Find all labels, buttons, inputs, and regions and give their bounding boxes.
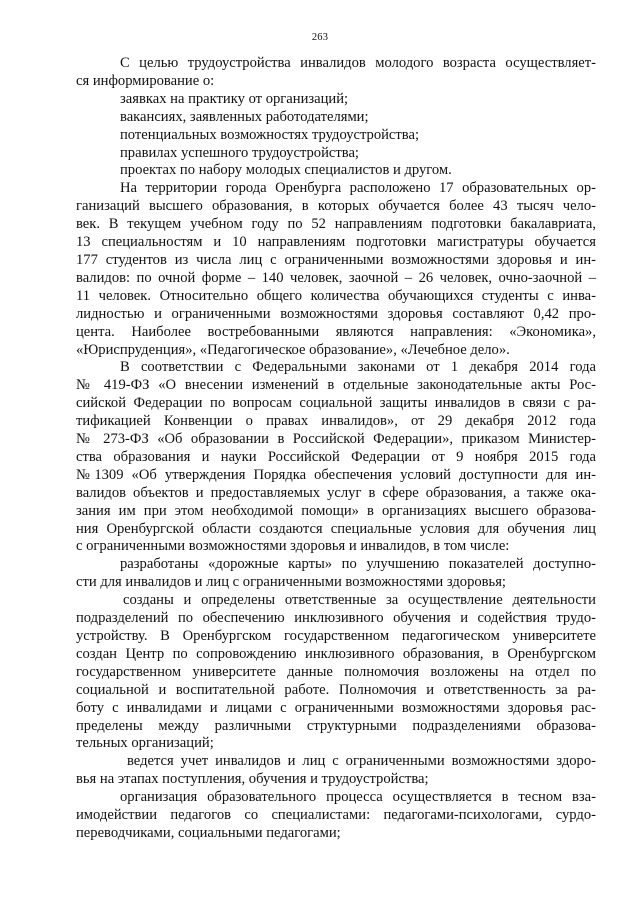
text-line: боту с инвалидами и лицами с ограниченными возможностями здоровья рас- xyxy=(76,699,596,716)
document-body xyxy=(76,55,596,843)
text-line: ганизаций высшего образования, в которых обучается более 43 тысяч чело- xyxy=(76,198,596,215)
text-line: 13 специальностям и 10 направлениям подготовки магистратуры обучается xyxy=(76,234,596,251)
text-line: подразделений по обеспечению инклюзивного обучения и содействия трудо- xyxy=(76,610,596,627)
text-line: ства образования и науки Российской Федерации от 9 ноября 2015 года xyxy=(76,448,596,465)
text-line: цента. Наиболее востребованными являются направления: «Экономика», xyxy=(76,323,596,340)
text-line: переводчиками, социальными педагогами; xyxy=(76,824,341,841)
text-line: устройству. В Оренбургском государственном педагогическом университете xyxy=(76,628,596,644)
text-line: век. В текущем учебном году по 52 направлениям подготовки бакалавриата, xyxy=(76,216,596,233)
text-line: На территории города Оренбурга расположено 17 образовательных ор- xyxy=(120,180,596,197)
text-line: 177 студентов из числа лиц с ограниченными возможностями здоровья и ин- xyxy=(76,251,596,268)
text-line: ся информирование о: xyxy=(76,72,215,89)
text-line: с ограниченными возможностями здоровья и инвалидов, в том числе: xyxy=(76,538,510,555)
text-line: лидностью и ограниченными возможностями здоровья составляют 0,42 про- xyxy=(76,305,596,322)
text-line: социальной и воспитательной работе. Полномочия и ответственность за ра- xyxy=(76,681,596,698)
text-line: сийской Федерации по вопросам социальной защиты инвалидов в связи с ра- xyxy=(76,395,596,412)
text-line: валидов: по очной форме – 140 человек, заочной – 26 человек, очно-заочной – xyxy=(76,269,596,286)
list-item: вакансиях, заявленных работодателями; xyxy=(120,108,369,125)
list-item: проектах по набору молодых специалистов и другом. xyxy=(120,162,452,179)
text-line: вья на этапах поступления, обучения и трудоустройства; xyxy=(76,771,429,788)
text-line: «Юриспруденция», «Педагогическое образование», «Лечебное дело». xyxy=(76,341,510,358)
text-line: зания им при этом необходимой помощи» в организациях высшего образова- xyxy=(76,502,596,519)
text-line: ния Оренбургской области создаются специальные условия для обучения лиц xyxy=(76,520,596,537)
text-line: № 419-ФЗ «О внесении изменений в отдельные законодательные акты Рос- xyxy=(76,377,596,394)
text-line: С целью трудоустройства инвалидов молодого возраста осуществляет- xyxy=(120,55,596,71)
text-line: сти для инвалидов и лиц с ограниченными возможностями здоровья; xyxy=(76,574,506,591)
text-line: В соответствии с Федеральными законами от 1 декабря 2014 года xyxy=(120,359,596,376)
text-line: № 273-ФЗ «Об образовании в Российской Федерации», приказом Министер- xyxy=(76,431,596,448)
text-line: государственном университете данные полномочия возложены на отдел по xyxy=(76,663,596,680)
text-line: имодействии педагогов со специалистами: педагогами-психологами, сурдо- xyxy=(76,807,596,824)
list-item: правилах успешного трудоустройства; xyxy=(120,144,359,161)
text-line: разработаны «дорожные карты» по улучшению показателей доступно- xyxy=(120,556,596,573)
text-line: создан Центр по сопровождению инклюзивного образования, в Оренбургском xyxy=(76,645,596,662)
list-item: потенциальных возможностях трудоустройства; xyxy=(120,126,420,143)
text-line: №1309 «Об утверждения Порядка обеспечения условий доступности для ин- xyxy=(76,466,596,483)
text-line: ведется учет инвалидов и лиц с ограниченными возможностями здоро- xyxy=(127,753,596,770)
text-line: созданы и определены ответственные за осуществление деятельности xyxy=(123,592,596,609)
text-line: тификацией Конвенции о правах инвалидов», от 29 декабря 2012 года xyxy=(76,413,596,430)
text-line: тельных организаций; xyxy=(76,735,214,752)
page-number: 263 xyxy=(311,32,329,43)
text-line: организация образовательного процесса осуществляется в тесном вза- xyxy=(120,789,596,806)
text-line: валидов объектов и предоставляемых услуг в сфере образования, а также ока- xyxy=(76,484,596,501)
text-line: 11 человек. Относительно общего количества обучающихся студенты с инва- xyxy=(76,287,596,304)
list-item: заявках на практику от организаций; xyxy=(120,90,349,107)
text-line: пределены между различными структурными подразделениями образова- xyxy=(76,717,596,734)
